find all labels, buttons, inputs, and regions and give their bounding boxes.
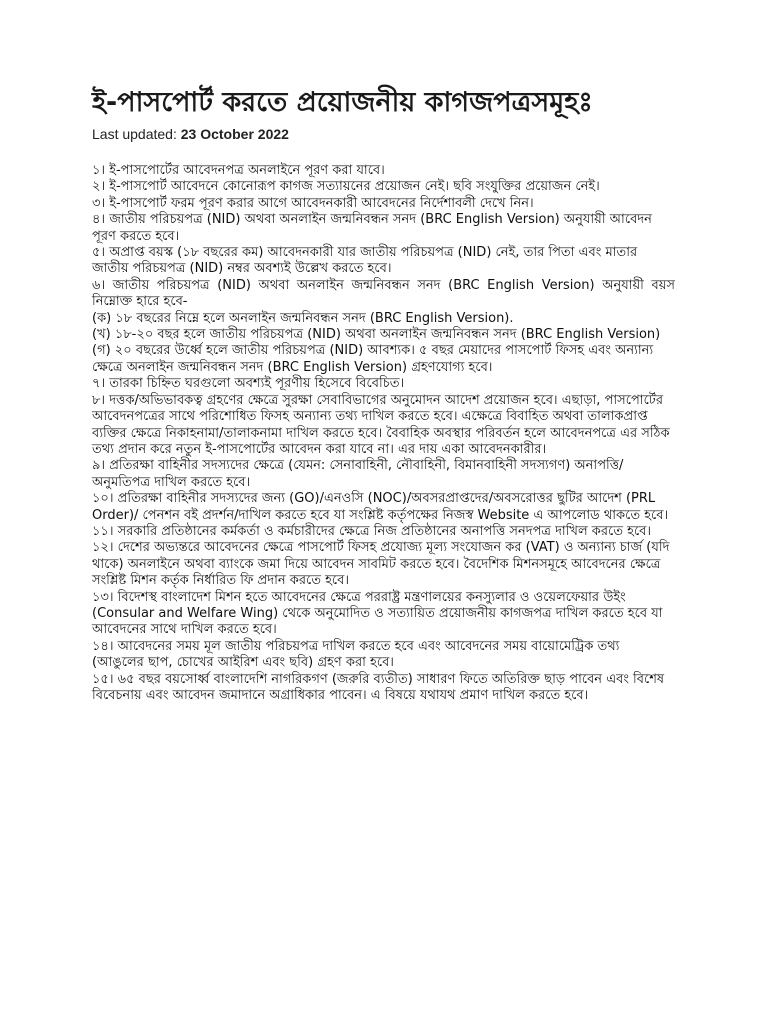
paragraph-13: ১৩। বিদেশস্থ বাংলাদেশ মিশন হতে আবেদনের ক্ষেত্রে পররাষ্ট্র মন্ত্রণালয়ের কনস্যুলার ও ওয়েলফেয়ার উইং (Consular and Welfare Wing) থেকে অনুমোদিত ও সত্যায়িত প্রয়োজনীয় কাগজপত্র দাখিল করতে হবে যা আবেদনের সাথে দাখিল করতে হবে। [92, 589, 663, 638]
paragraph-6c: (গ) ২০ বছরের উর্ধ্বে হলে জাতীয় পরিচয়পত্র (NID) আবশ্যক। ৫ বছর মেয়াদের পাসপোর্ট ফিসহ এবং অন্যান্য ক্ষেত্রে অনলাইন জন্মনিবন্ধন সনদ (BRC English Version) গ্রহণযোগ্য হবে। [92, 343, 654, 375]
last-updated-label: Last updated: [92, 126, 177, 142]
paragraph-3: ৩। ই-পাসপোর্ট ফরম পূরণ করার আগে আবেদনকারী আবেদনের নির্দেশাবলী দেখে নিন। [92, 195, 534, 211]
last-updated [92, 125, 675, 143]
document-page [92, 86, 675, 704]
document-body [92, 163, 675, 704]
paragraph-6b: (খ) ১৮-২০ বছর হলে জাতীয় পরিচয়পত্র (NID) অথবা অনলাইন জন্মনিবন্ধন সনদ (BRC English Version) [92, 327, 661, 343]
paragraph-5: ৫। অপ্রাপ্ত বয়স্ক (১৮ বছরের কম) আবেদনকারী যার জাতীয় পরিচয়পত্র (NID) নেই, তার পিতা এবং মাতার জাতীয় পরিচয়পত্র (NID) নম্বর অবশ্যই উল্লেখ করতে হবে। [92, 245, 638, 277]
paragraph-9: ৯। প্রতিরক্ষা বাহিনীর সদস্যদের ক্ষেত্রে (যেমন: সেনাবাহিনী, নৌবাহিনী, বিমানবাহিনী সদস্যগণ) অনাপত্তি/অনুমতিপত্র দাখিল করতে হবে। [92, 458, 624, 490]
paragraph-1: ১। ই-পাসপোর্টের আবেদনপত্র অনলাইনে পূরণ করা যাবে। [92, 163, 385, 178]
paragraph-4: ৪। জাতীয় পরিচয়পত্র (NID) অথবা অনলাইন জন্মনিবন্ধন সনদ (BRC English Version) অনুযায়ী আবেদন পূরণ করতে হবে। [92, 212, 652, 244]
paragraph-8: ৮। দত্তক/অভিভাবকত্ব গ্রহণের ক্ষেত্রে সুরক্ষা সেবাবিভাগের অনুমোদন আদেশ প্রয়োজন হবে। এছাড়া, পাসপোর্টের আবেদনপত্রের সাথে পরিশোধিত ফিসহ অন্যান্য তথ্য দাখিল করতে হবে। এক্ষেত্রে বিবাহিত অথবা তালাকপ্রাপ্ত ব্যক্তির ক্ষেত্রে নিকাহনামা/তালাকনামা দাখিল করতে হবে। বৈবাহিক অবস্থার পরিবর্তন হলে আবেদনপত্রে এর সঠিক তথ্য প্রদান করে নতুন ই-পাসপোর্টের আবেদন করা যাবে না। এর দায় একা আবেদনকারীর। [92, 392, 670, 457]
paragraph-6: ৬। জাতীয় পরিচয়পত্র (NID) অথবা অনলাইন জন্মনিবন্ধন সনদ (BRC English Version) অনুযায়ী বয়স নিম্নোক্ত হারে হবে- [92, 277, 675, 310]
paragraph-15: ১৫। ৬৫ বছর বয়সোর্ধ্ব বাংলাদেশি নাগরিকগণ (জরুরি ব্যতীত) সাধারণ ফিতে অতিরিক্ত ছাড় পাবেন এবং বিশেষ বিবেচনায় এবং আবেদন জমাদানে অগ্রাধিকার পাবেন। এ বিষয়ে যথাযথ প্রমাণ দাখিল করতে হবে। [92, 671, 665, 703]
paragraph-14: ১৪। আবেদনের সময় মূল জাতীয় পরিচয়পত্র দাখিল করতে হবে এবং আবেদনের সময় বায়োমেট্রিক তথ্য (আঙুলের ছাপ, চোখের আইরিশ এবং ছবি) গ্রহণ করা হবে। [92, 638, 620, 671]
paragraph-6a: (ক) ১৮ বছরের নিম্নে হলে অনলাইন জন্মনিবন্ধন সনদ (BRC English Version). [92, 310, 514, 326]
paragraph-12: ১২। দেশের অভ্যন্তরে আবেদনের ক্ষেত্রে পাসপোর্ট ফিসহ প্রযোজ্য মূল্য সংযোজন কর (VAT) ও অন্যান্য চার্জ (যদি থাকে) অনলাইনে অথবা ব্যাংকে জমা দিয়ে আবেদন সাবমিট করতে হবে। বৈদেশিক মিশনসমূহে আবেদনের ক্ষেত্রে সংশ্লিষ্ট মিশন কর্তৃক নির্ধারিত ফি প্রদান করতে হবে। [92, 540, 670, 589]
paragraph-10: ১০। প্রতিরক্ষা বাহিনীর সদস্যদের জন্য (GO)/এনওসি (NOC)/অবসরপ্রাপ্তদের/অবসরোত্তর ছুটির আদেশ (PRL Order)/ পেনশন বই প্রদর্শন/দাখিল করতে হবে যা সংশ্লিষ্ট কর্তৃপক্ষের নিজস্ব Website এ আপলোড থাকতে হবে। [92, 491, 669, 523]
page-title: ই-পাসপোর্ট করতে প্রয়োজনীয় কাগজপত্রসমূহঃ [92, 87, 593, 118]
last-updated-date: 23 October 2022 [180, 126, 289, 142]
paragraph-7: ৭। তারকা চিহ্নিত ঘরগুলো অবশ্যই পূরণীয় হিসেবে বিবেচিত। [92, 376, 405, 392]
paragraph-2: ২। ই-পাসপোর্ট আবেদনে কোনোরূপ কাগজ সত্যায়নের প্রয়োজন নেই। ছবি সংযুক্তির প্রয়োজন নেই। [92, 179, 600, 195]
paragraph-11: ১১। সরকারি প্রতিষ্ঠানের কর্মকর্তা ও কর্মচারীদের ক্ষেত্রে নিজ প্রতিষ্ঠানের অনাপত্তি সনদপত্র দাখিল করতে হবে। [92, 523, 652, 539]
